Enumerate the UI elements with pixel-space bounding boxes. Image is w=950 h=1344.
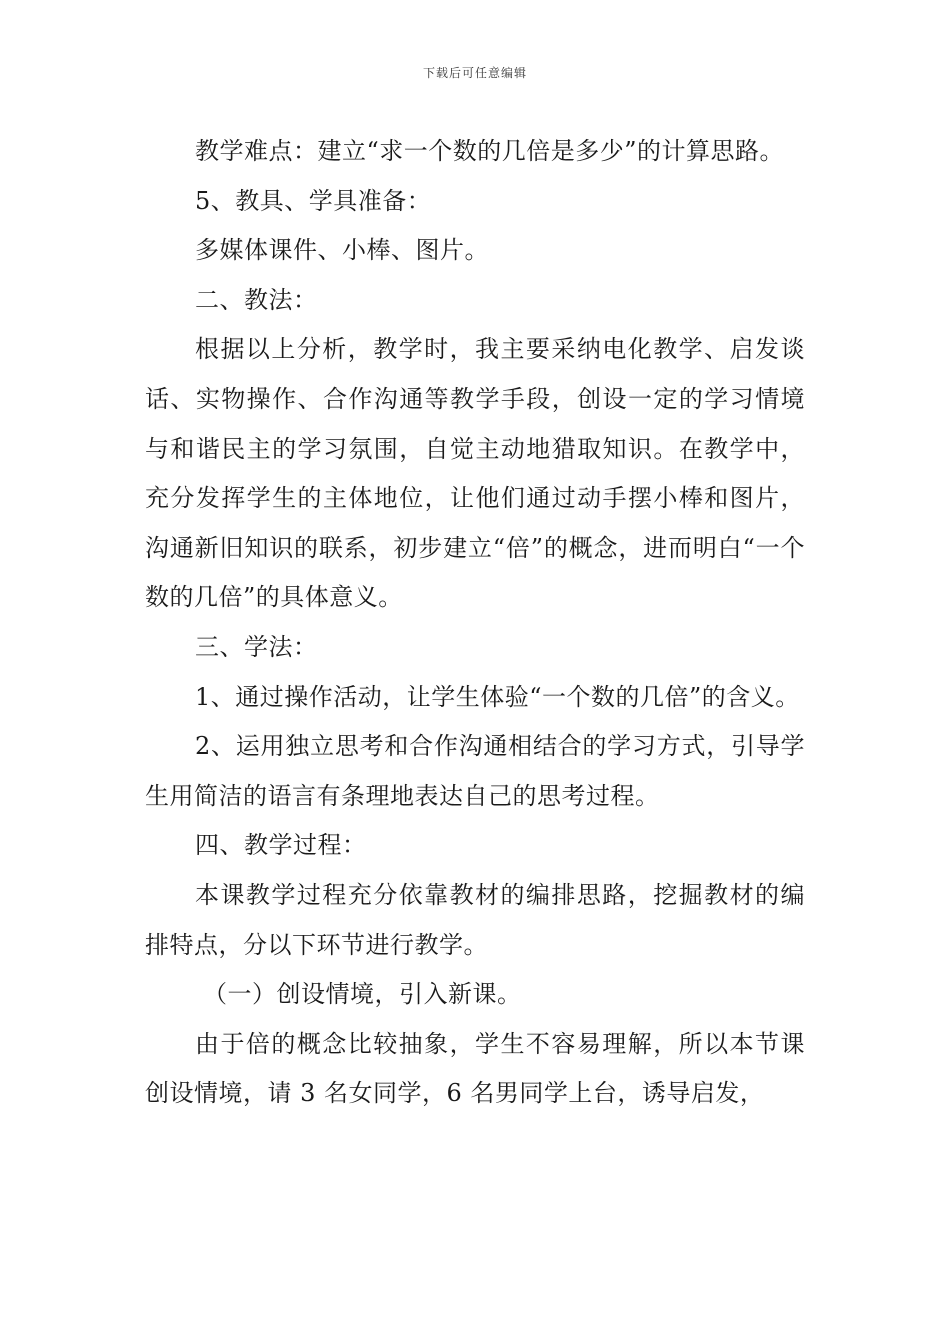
section-heading-learning-method: 三、学法： xyxy=(195,632,318,661)
section-heading-teaching-method: 二、教法： xyxy=(195,285,318,314)
paragraph-materials-heading: 5、教具、学具准备： xyxy=(195,186,432,215)
page-header: 下载后可任意编辑 xyxy=(422,66,527,80)
document-body xyxy=(145,127,805,1119)
paragraph-materials-list: 多媒体课件、小棒、图片。 xyxy=(195,236,489,265)
paragraph-teaching-process-intro: 本课教学过程充分依靠教材的编排思路，挖掘教材的编排特点，分以下环节进行教学。 xyxy=(145,880,805,959)
paragraph-teaching-difficulty: 教学难点：建立“求一个数的几倍是多少”的计算思路。 xyxy=(195,137,785,165)
section-heading-teaching-process: 四、教学过程： xyxy=(195,831,367,860)
paragraph-learning-method-2: 2、运用独立思考和合作沟通相结合的学习方式，引导学生用简洁的语言有条理地表达自己的思考过程。 xyxy=(145,732,805,810)
subsection-heading-situation: （一）创设情境，引入新课。 xyxy=(203,980,522,1009)
paragraph-teaching-method: 根据以上分析，教学时，我主要采纳电化教学、启发谈话、实物操作、合作沟通等教学手段，创设一定的学习情境与和谐民主的学习氛围，自觉主动地猎取知识。在教学中，充分发挥学生的主体地位，让他们通过动手摆小棒和图片，沟通新旧知识的联系，初步建立“倍”的概念，进而明白“一个数的几倍”的具体意义。 xyxy=(145,335,805,612)
paragraph-learning-method-1: 1、通过操作活动，让学生体验“一个数的几倍”的含义。 xyxy=(195,682,800,711)
paragraph-situation: 由于倍的概念比较抽象，学生不容易理解，所以本节课创设情境，请 3 名女同学，6 名男同学上台，诱导启发， xyxy=(145,1029,805,1108)
